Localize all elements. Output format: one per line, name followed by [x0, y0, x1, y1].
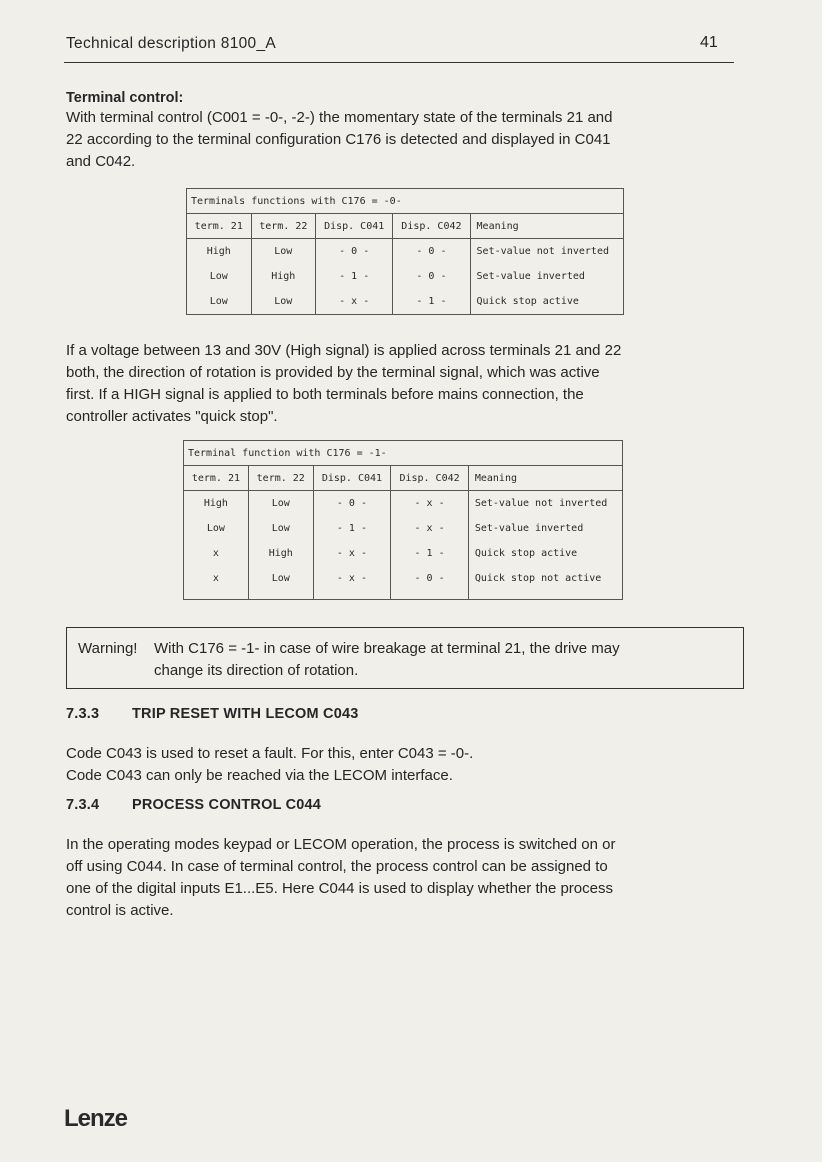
text-line: 22 according to the terminal configuration C176 is detected and displayed in C041	[66, 131, 611, 148]
text-line: both, the direction of rotation is provided by the terminal signal, which was active	[66, 364, 600, 381]
terminal-function-table-c176-1	[183, 440, 623, 600]
text-line: one of the digital inputs E1...E5. Here C044 is used to display whether the process	[66, 880, 613, 897]
text-line: In the operating modes keypad or LECOM operation, the process is switched on or	[66, 836, 616, 853]
text-line: off using C044. In case of terminal control, the process control can be assigned to	[66, 858, 608, 875]
table-caption: Terminals functions with C176 = -0-	[187, 189, 624, 214]
header-rule	[64, 62, 734, 63]
text-line: controller activates "quick stop".	[66, 408, 278, 425]
terminal-function-table-c176-0	[186, 188, 624, 315]
column-header: term. 22	[248, 466, 313, 491]
table-cell: - x -	[313, 566, 391, 591]
table-cell: Set-value inverted	[468, 516, 622, 541]
text-line: Code C043 is used to reset a fault. For this, enter C043 = -0-.	[66, 745, 474, 762]
text-line: Code C043 can only be reached via the LECOM interface.	[66, 767, 453, 784]
table-cell: Low	[251, 239, 316, 265]
table-cell: - 0 -	[316, 239, 393, 265]
table-cell: Low	[187, 289, 252, 315]
section-title: TRIP RESET WITH LECOM C043	[132, 706, 359, 722]
warning-box	[66, 627, 744, 689]
table-cell: Low	[184, 516, 249, 541]
column-header: term. 21	[184, 466, 249, 491]
table-cell: - 1 -	[313, 516, 391, 541]
table-cell: - 1 -	[391, 541, 469, 566]
section-733-heading	[66, 706, 359, 722]
table-row	[187, 239, 624, 265]
table-cell: Set-value not inverted	[468, 491, 622, 517]
table-cell: Low	[187, 264, 252, 289]
table-row	[184, 541, 623, 566]
column-header: Disp. C041	[316, 214, 393, 239]
terminal-control-heading: Terminal control:	[66, 90, 184, 106]
text-line: and C042.	[66, 153, 136, 170]
table-cell: Set-value inverted	[470, 264, 623, 289]
warning-text	[154, 638, 734, 682]
table-cell: Low	[248, 566, 313, 591]
table-row	[184, 566, 623, 591]
table-cell: Set-value not inverted	[470, 239, 623, 265]
section-734-heading	[66, 797, 321, 813]
column-header: Meaning	[470, 214, 623, 239]
table-cell: - x -	[391, 491, 469, 517]
table-cell: High	[251, 264, 316, 289]
section-734-text	[66, 834, 756, 922]
column-header: term. 21	[187, 214, 252, 239]
warning-label: Warning!	[78, 640, 138, 657]
text-line: first. If a HIGH signal is applied to both terminals before mains connection, the	[66, 386, 584, 403]
table-row	[184, 516, 623, 541]
terminal-control-intro	[66, 107, 746, 173]
column-header: Disp. C041	[313, 466, 391, 491]
text-line: With terminal control (C001 = -0-, -2-) the momentary state of the terminals 21 and	[66, 109, 613, 126]
header-title: Technical description 8100_A	[66, 35, 277, 52]
table-cell: x	[184, 566, 249, 591]
column-header: term. 22	[251, 214, 316, 239]
column-header: Disp. C042	[391, 466, 469, 491]
table-cell: - 0 -	[393, 239, 470, 265]
table-row	[187, 289, 624, 315]
voltage-paragraph	[66, 340, 756, 428]
section-title: PROCESS CONTROL C044	[132, 797, 322, 813]
table-cell: Quick stop active	[468, 541, 622, 566]
table-cell: - 1 -	[316, 264, 393, 289]
table-cell: - 0 -	[393, 264, 470, 289]
section-number: 7.3.4	[66, 797, 100, 813]
table-cell: - 1 -	[393, 289, 470, 315]
table-cell: - x -	[313, 541, 391, 566]
table-cell: - 0 -	[313, 491, 391, 517]
table-cell: - x -	[391, 516, 469, 541]
table-caption: Terminal function with C176 = -1-	[184, 441, 623, 466]
text-line: control is active.	[66, 902, 174, 919]
lenze-logo: Lenze	[64, 1105, 128, 1132]
table-cell: Low	[248, 491, 313, 517]
table-row	[187, 264, 624, 289]
column-header: Meaning	[468, 466, 622, 491]
text-line: With C176 = -1- in case of wire breakage at terminal 21, the drive may	[154, 640, 620, 657]
table-cell: High	[248, 541, 313, 566]
table-cell: High	[187, 239, 252, 265]
table-cell: - x -	[316, 289, 393, 315]
table-cell: Quick stop not active	[468, 566, 622, 591]
table-row	[184, 491, 623, 517]
page-number: 41	[700, 34, 718, 51]
text-line: change its direction of rotation.	[154, 662, 359, 679]
table-cell: Low	[251, 289, 316, 315]
table-cell: High	[184, 491, 249, 517]
table-cell: Quick stop active	[470, 289, 623, 315]
table-row-spacer	[184, 591, 623, 600]
table-cell: Low	[248, 516, 313, 541]
section-733-text	[66, 743, 746, 787]
column-header: Disp. C042	[393, 214, 470, 239]
table-cell: x	[184, 541, 249, 566]
text-line: If a voltage between 13 and 30V (High signal) is applied across terminals 21 and 22	[66, 342, 622, 359]
section-number: 7.3.3	[66, 706, 100, 722]
table-cell: - 0 -	[391, 566, 469, 591]
